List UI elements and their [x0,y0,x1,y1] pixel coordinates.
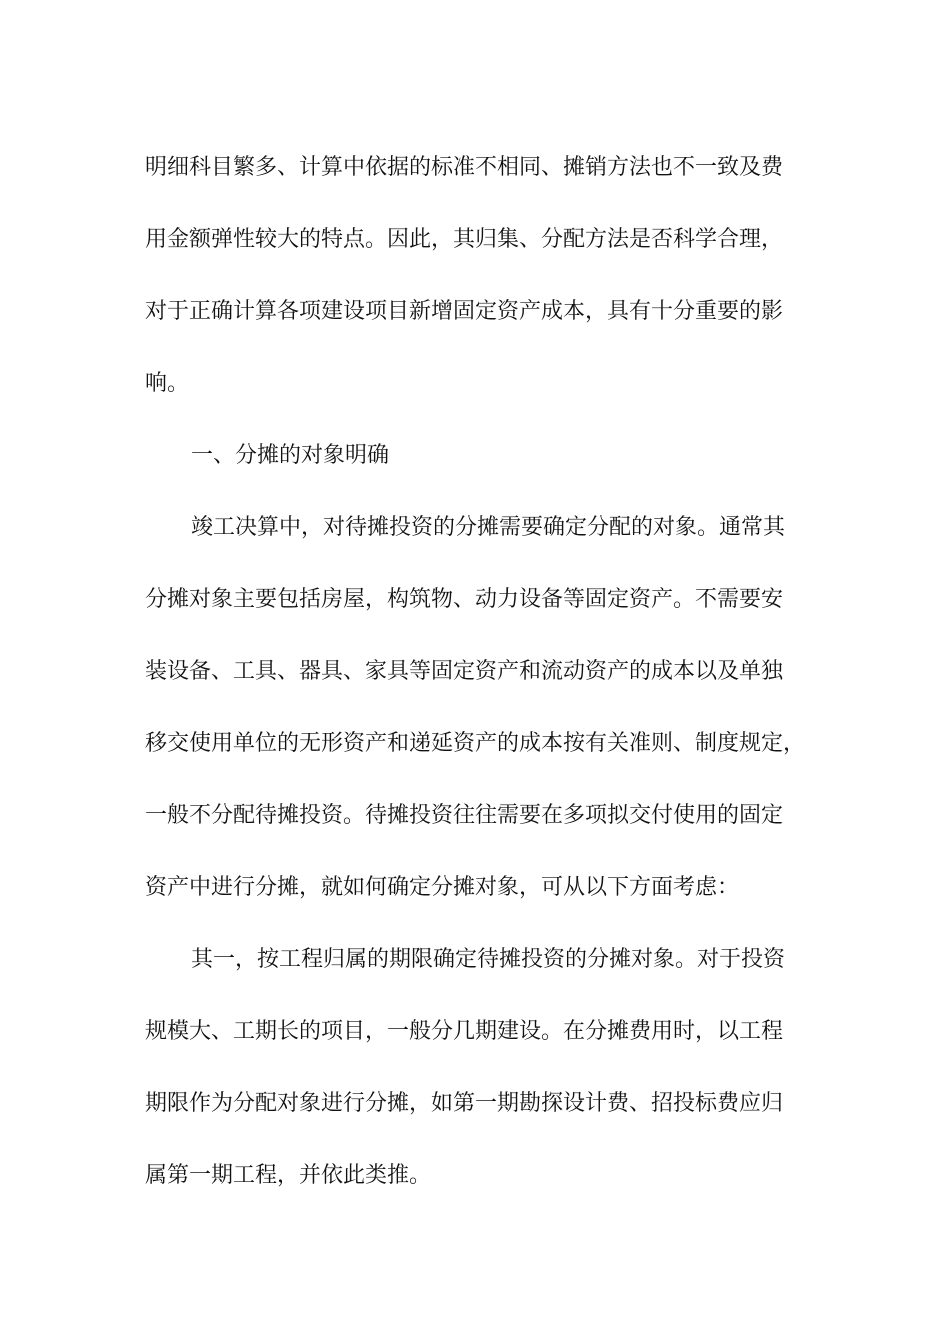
text-line-13: 规模大、工期长的项目，一般分几期建设。在分摊费用时，以工程 [145,1019,784,1044]
paragraph-start-2: 其一，按工程归属的期限确定待摊投资的分摊对象。对于投资 [191,947,786,972]
paragraph-start-1: 竣工决算中，对待摊投资的分摊需要确定分配的对象。通常其 [191,515,786,540]
text-line-9: 移交使用单位的无形资产和递延资产的成本按有关准则、制度规定， [145,731,806,756]
document-body [145,132,809,1212]
text-line-3: 对于正确计算各项建设项目新增固定资产成本，具有十分重要的影 [145,299,784,324]
text-line-11: 资产中进行分摊，就如何确定分摊对象，可从以下方面考虑： [145,875,740,900]
text-line-7: 分摊对象主要包括房屋，构筑物、动力设备等固定资产。不需要安 [145,587,784,612]
text-line-10: 一般不分配待摊投资。待摊投资往往需要在多项拟交付使用的固定 [145,803,784,828]
section-heading: 一、分摊的对象明确 [191,443,390,468]
text-line-15: 属第一期工程，并依此类推。 [145,1163,432,1188]
text-line-14: 期限作为分配对象进行分摊，如第一期勘探设计费、招投标费应归 [145,1091,784,1116]
text-line-4: 响。 [145,371,190,396]
text-line-2: 用金额弹性较大的特点。因此，其归集、分配方法是否科学合理， [145,227,784,252]
text-line-1: 明细科目繁多、计算中依据的标准不相同、摊销方法也不一致及费 [145,155,784,180]
text-line-8: 装设备、工具、器具、家具等固定资产和流动资产的成本以及单独 [145,659,784,684]
